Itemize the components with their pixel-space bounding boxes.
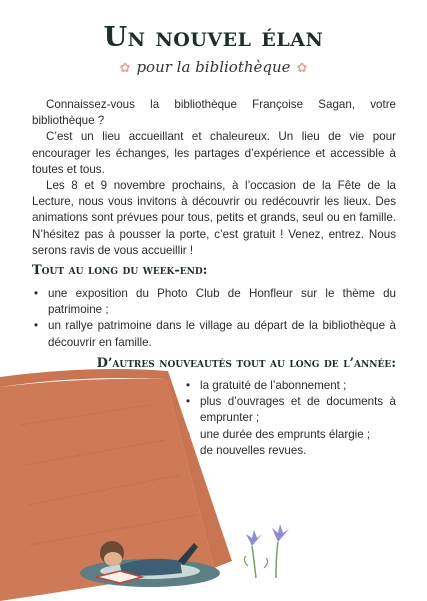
paragraph: C’est un lieu accueillant et chaleureux. Un lieu de vie pour encourager les échanges, les partages d’expérience et accessible à toutes et tous. xyxy=(32,130,396,176)
list-item: • une durée des emprunts élargie ; xyxy=(186,427,396,443)
subtitle-text: pour la bibliothèque xyxy=(136,58,291,76)
flower-icon: ✿ xyxy=(119,61,131,76)
paragraph: Connaissez-vous la bibliothèque Françoise Sagan, votre bibliothèque ? xyxy=(32,98,396,128)
list-item: • plus d’ouvrages et de documents à emprunter ; xyxy=(186,394,396,426)
child-face xyxy=(104,552,122,566)
page-subtitle xyxy=(0,58,427,76)
paragraph: Les 8 et 9 novembre prochains, à l’occasion de la Fête de la Lecture, nous vous invitons à découvrir ou redécouvrir les lieux. Des animations sont prévues pour tous, petits et grands, seul ou en famille. N’hésitez pas à pousser la porte, c’est gratuit ! Venez, entrez. Nous serons ravis de vous accueillir ! xyxy=(32,179,396,257)
page-title: Un nouvel élan xyxy=(103,22,324,53)
list-item: • un rallye patrimoine dans le village au départ de la bibliothèque à découvrir en famille. xyxy=(34,318,396,350)
intro-text xyxy=(32,97,396,259)
list-item: • une exposition du Photo Club de Honfleur sur le thème du patrimoine ; xyxy=(34,286,396,318)
flower-icon: ✿ xyxy=(296,61,308,76)
year-heading: D’autres nouveautés tout au long de l’année: xyxy=(96,356,396,371)
weekend-heading: Tout au long du week-end: xyxy=(32,263,208,278)
list-item: • la gratuité de l’abonnement ; xyxy=(186,378,396,394)
flowers-icon xyxy=(236,520,296,580)
weekend-list xyxy=(34,286,396,351)
list-item: • de nouvelles revues. xyxy=(186,443,396,459)
